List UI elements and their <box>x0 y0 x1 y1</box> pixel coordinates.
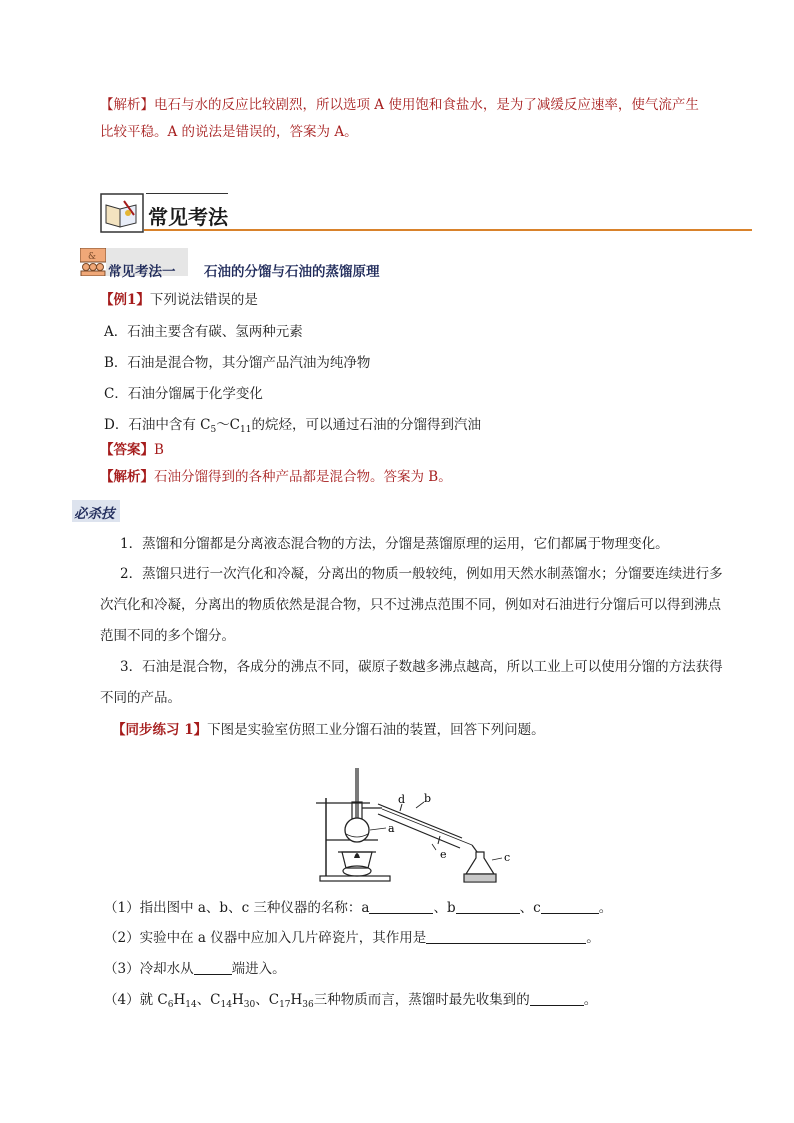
answer-value: B <box>154 442 164 458</box>
option-d-post: 的烷烃，可以通过石油的分馏得到汽油 <box>251 417 481 433</box>
q3-text: （3）冷却水从 <box>104 961 194 977</box>
distillation-apparatus-figure <box>312 768 542 888</box>
tips-title: 必杀技 <box>74 506 115 522</box>
analysis-text: 电石与水的反应比较剧烈，所以选项 A 使用饱和食盐水，是为了减缓反应速率，使气流产生 <box>154 97 699 113</box>
q4-s4: 30 <box>243 1000 256 1010</box>
label-d: d <box>398 793 406 806</box>
q4-pre: （4）就 C <box>104 992 168 1008</box>
option-d-pre: D．石油中含有 C <box>104 417 211 433</box>
analysis-tag-2: 【解析】 <box>100 469 154 485</box>
example-tag: 【例1】 <box>100 292 150 308</box>
q1-blank-c[interactable] <box>541 899 599 914</box>
label-c: c <box>504 851 511 864</box>
section-title-underline <box>144 229 752 231</box>
question-1 <box>104 898 612 918</box>
q4-t3: H <box>231 992 244 1008</box>
q4-s3: 14 <box>220 1000 232 1010</box>
label-b: b <box>424 792 432 805</box>
analysis-tag: 【解析】 <box>100 97 154 113</box>
topic-title: 石油的分馏与石油的蒸馏原理 <box>204 264 380 280</box>
tips-p3-line2: 不同的产品。 <box>100 690 181 706</box>
q1-c-text: 、c <box>519 900 541 916</box>
section-title: 常见考法 <box>148 205 228 229</box>
topic-heading <box>80 248 480 278</box>
question-3 <box>104 959 286 979</box>
example-question <box>100 290 258 310</box>
tips-p1: 1．蒸馏和分馏都是分离液态混合物的方法，分馏是蒸馏原理的运用，它们都属于物理变化。 <box>120 536 669 552</box>
example-question-text: 下列说法错误的是 <box>149 292 258 308</box>
q4-s2: 14 <box>185 1000 197 1010</box>
q4-t4: 、C <box>255 992 280 1008</box>
q1-blank-a[interactable] <box>369 899 433 914</box>
option-a: A．石油主要含有碳、氢两种元素 <box>104 324 303 340</box>
q2-blank[interactable] <box>426 929 586 944</box>
q2-text: （2）实验中在 a 仪器中应加入几片碎瓷片，其作用是 <box>104 930 427 946</box>
q1-text: （1）指出图中 a、b、c 三种仪器的名称：a <box>104 900 370 916</box>
flask-a <box>345 818 369 842</box>
q4-t1: H <box>173 992 186 1008</box>
q4-blank[interactable] <box>530 991 584 1006</box>
q3-end: 端进入。 <box>231 961 286 977</box>
section-header <box>100 193 752 233</box>
q3-blank[interactable] <box>194 960 232 975</box>
receiver-flask-c <box>466 852 494 874</box>
question-2 <box>104 928 600 948</box>
tips-p2-line2: 次汽化和冷凝，分离出的物质依然是混合物，只不过沸点范围不同，例如对石油进行分馏后可以得到沸点 <box>100 597 721 613</box>
example-analysis <box>100 467 452 487</box>
q4-s1: 6 <box>167 1000 174 1010</box>
q4-s5: 17 <box>279 1000 291 1010</box>
question-4 <box>104 990 597 1015</box>
q4-t2: 、C <box>196 992 221 1008</box>
book-icon <box>100 193 144 233</box>
tips-p2-line1: 2．蒸馏只进行一次汽化和冷凝，分离出的物质一般较纯，例如用天然水制蒸馏水；分馏要连续进行多 <box>120 566 723 582</box>
q4-s6: 36 <box>302 1000 314 1010</box>
label-a: a <box>388 822 395 835</box>
topic-label: 常见考法一 <box>108 264 176 280</box>
q4-end: 。 <box>583 992 598 1008</box>
previous-analysis-line-2: 比较平稳。A 的说法是错误的，答案为 A。 <box>100 124 358 140</box>
q1-blank-b[interactable] <box>456 899 520 914</box>
q1-b-text: 、b <box>433 900 456 916</box>
practice-intro-text: 下图是实验室仿照工业分馏石油的装置，回答下列问题。 <box>207 722 545 738</box>
answer-tag: 【答案】 <box>100 442 154 458</box>
practice-intro <box>112 720 545 740</box>
svg-text:&: & <box>88 252 97 262</box>
option-d-sub1: 5 <box>210 425 217 435</box>
analysis-text-2: 石油分馏得到的各种产品都是混合物。答案为 B。 <box>154 469 452 485</box>
q2-end: 。 <box>586 930 600 946</box>
tips-p2-line3: 范围不同的多个馏分。 <box>100 628 235 644</box>
q4-post: 三种物质而言，蒸馏时最先收集到的 <box>313 992 530 1008</box>
option-d-sub2: 11 <box>240 425 252 435</box>
people-icon <box>80 248 106 276</box>
practice-tag: 【同步练习 1】 <box>112 722 208 738</box>
option-d-mid: ～C <box>216 417 241 433</box>
example-answer <box>100 440 164 460</box>
q1-end: 。 <box>598 900 613 916</box>
option-d <box>104 415 481 440</box>
section-title-overline <box>146 193 228 194</box>
previous-analysis-line-1 <box>100 95 699 115</box>
tips-p3-line1: 3．石油是混合物，各成分的沸点不同，碳原子数越多沸点越高，所以工业上可以使用分馏的方法获得 <box>120 659 723 675</box>
q4-t5: H <box>290 992 303 1008</box>
option-c: C．石油分馏属于化学变化 <box>104 386 263 402</box>
label-e: e <box>440 848 447 861</box>
option-b: B．石油是混合物，其分馏产品汽油为纯净物 <box>104 355 371 371</box>
